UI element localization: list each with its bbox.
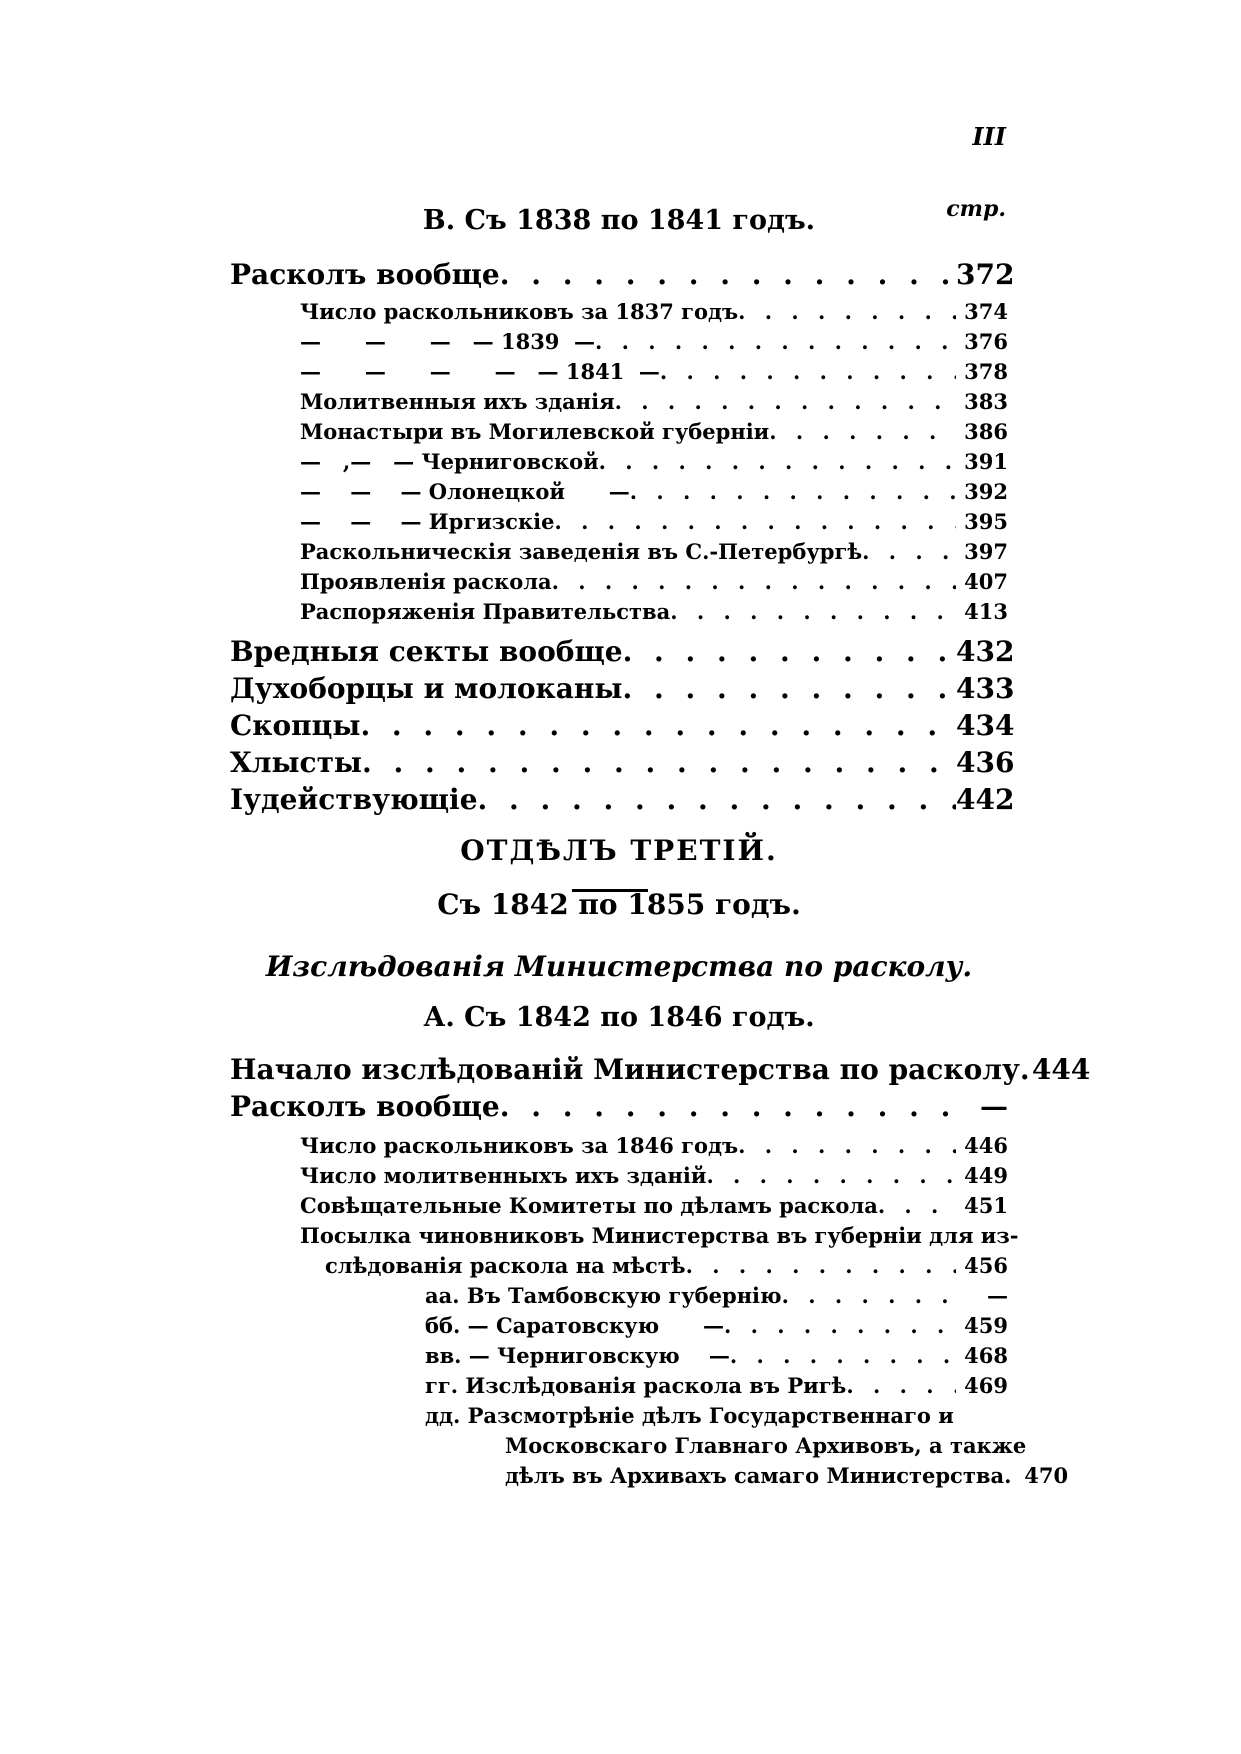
toc-entry-title: Начало изслѣдованій Министерства по расколу [230, 1053, 1020, 1086]
toc-entry [230, 1253, 1008, 1283]
page-number: III [972, 122, 1006, 151]
toc-entry-page: 459 [964, 1313, 1008, 1338]
dot-leader [1020, 1053, 1032, 1086]
dot-leader [862, 539, 956, 564]
toc-entry-title: Число раскольниковъ за 1837 годъ [300, 299, 739, 324]
section-v-heading: В. Съ 1838 по 1841 годъ. [422, 205, 816, 236]
dot-leader [623, 635, 956, 668]
toc-entry-page: 376 [964, 329, 1008, 354]
dot-leader [622, 672, 956, 705]
dot-leader [738, 299, 956, 324]
toc-entry-page: 433 [956, 672, 1015, 705]
dot-leader [599, 449, 956, 474]
toc-entry [230, 1090, 1008, 1127]
toc-entry-page: — [987, 1283, 1008, 1308]
toc-entry-page: 374 [964, 299, 1008, 324]
toc-entry [230, 1283, 1008, 1313]
toc-entry [230, 419, 1008, 449]
toc-entry-title: — — — — — 1841 — [300, 359, 660, 384]
toc-entry-page: 442 [956, 783, 1015, 816]
toc-entry [230, 783, 1015, 820]
dot-leader [724, 1313, 956, 1338]
dot-leader [878, 1193, 956, 1218]
section-a-toc [230, 1053, 1091, 1493]
toc-entry-title: — ,— — Черниговской [300, 449, 599, 474]
toc-entry [230, 635, 1015, 672]
toc-entry-title: Хлысты [230, 746, 363, 779]
toc-entry [230, 1313, 1008, 1343]
toc-entry-title: Число молитвенныхъ ихъ зданій [300, 1163, 707, 1188]
toc-entry [230, 359, 1008, 389]
dot-leader [782, 1283, 956, 1308]
toc-entry [230, 672, 1015, 709]
toc-entry-title: Число раскольниковъ за 1846 годъ [300, 1133, 739, 1158]
toc-entry [230, 258, 1015, 295]
toc-entry-page: 383 [964, 389, 1008, 414]
toc-entry [230, 709, 1015, 746]
dot-leader [1004, 1463, 1016, 1488]
toc-entry-title: дѣлъ въ Архивахъ самаго Министерства [505, 1463, 1005, 1488]
dot-leader [686, 1253, 956, 1278]
dot-leader [738, 1133, 956, 1158]
part-three-subtitle-wrap [230, 950, 1008, 983]
toc-entry-page: 397 [964, 539, 1008, 564]
toc-entry [230, 389, 1008, 419]
toc-entry-page: 449 [964, 1163, 1008, 1188]
toc-entry-page: 468 [964, 1343, 1008, 1368]
toc-entry-title: Монастыри въ Могилевской губерніи [300, 419, 770, 444]
section-v-heading-wrap [230, 205, 1008, 236]
toc-entry-page: 446 [964, 1133, 1008, 1158]
part-three-subtitle: Изслѣдованія Министерства по расколу. [265, 950, 973, 983]
toc-entry [230, 746, 1015, 783]
dot-leader [730, 1343, 956, 1368]
toc-entry [230, 1133, 1008, 1163]
section-a-heading: А. Съ 1842 по 1846 годъ. [423, 1002, 815, 1033]
dot-leader [706, 1163, 956, 1188]
dot-leader [615, 389, 956, 414]
page-column-label: стр. [946, 196, 1006, 222]
dot-leader [595, 329, 956, 354]
toc-entry-page: 444 [1031, 1053, 1091, 1086]
dot-leader [660, 359, 956, 384]
toc-entry-title: бб. — Саратовскую — [425, 1313, 724, 1338]
toc-entry-page: 391 [964, 449, 1008, 474]
part-three-title-wrap [230, 834, 1008, 867]
toc-entry-line: Посылка чиновниковъ Министерства въ губерніи для из- [300, 1223, 1019, 1248]
toc-entry-line: Московскаго Главнаго Архивовъ, а также [505, 1433, 1027, 1458]
section-v-toc [230, 258, 1015, 820]
toc-entry-title: аа. Въ Тамбовскую губернію [425, 1283, 782, 1308]
toc-entry-title: Распоряженія Правительства [300, 599, 671, 624]
toc-entry-page: 451 [964, 1193, 1008, 1218]
toc-entry-title: слѣдованія раскола на мѣстѣ [325, 1253, 686, 1278]
toc-entry [230, 569, 1008, 599]
toc-entry-title: Вредныя секты вообще [230, 635, 623, 668]
toc-entry-title: — — — Иргизскіе [300, 509, 555, 534]
dot-leader [552, 569, 956, 594]
toc-entry-title: — — — — 1839 — [300, 329, 596, 354]
toc-entry-page: 432 [956, 635, 1015, 668]
part-three-years: Съ 1842 по 1855 годъ. [437, 888, 801, 921]
toc-entry [230, 299, 1008, 329]
dot-leader [500, 258, 956, 291]
toc-entry-page: 434 [956, 709, 1015, 742]
toc-entry [230, 1463, 1069, 1493]
toc-entry-title: Расколъ вообще [230, 1090, 500, 1123]
toc-entry-page: — [980, 1090, 1008, 1123]
dot-leader [478, 783, 956, 816]
toc-entry [230, 329, 1008, 359]
toc-entry [230, 1163, 1008, 1193]
dot-leader [769, 419, 956, 444]
dot-leader [846, 1373, 956, 1398]
part-three-years-wrap [230, 888, 1008, 921]
toc-entry [230, 1053, 1091, 1090]
toc-entry-title: Духоборцы и молоканы [230, 672, 623, 705]
toc-entry-page: 395 [964, 509, 1008, 534]
toc-entry [230, 599, 1008, 629]
section-a-heading-wrap [230, 1002, 1008, 1033]
toc-entry-title: Расколъ вообще [230, 258, 500, 291]
toc-entry-page: 386 [964, 419, 1008, 444]
toc-entry-page: 470 [1024, 1463, 1069, 1488]
toc-entry-title: Совѣщательные Комитеты по дѣламъ раскола [300, 1193, 878, 1218]
dot-leader [670, 599, 956, 624]
toc-entry [230, 1343, 1008, 1373]
toc-entry [230, 479, 1008, 509]
toc-entry-title: — — — Олонецкой — [300, 479, 630, 504]
toc-entry [230, 449, 1008, 479]
dot-leader [500, 1090, 956, 1123]
toc-entry-page: 456 [964, 1253, 1008, 1278]
dot-leader [554, 509, 956, 534]
part-three-title: ОТДѢЛЪ ТРЕТІЙ. [460, 834, 778, 867]
toc-entry-line: дд. Разсмотрѣніе дѣлъ Государственнаго и [425, 1403, 954, 1428]
toc-entry-page: 469 [964, 1373, 1008, 1398]
toc-entry-title: Скопцы [230, 709, 361, 742]
toc-entry [230, 1373, 1008, 1403]
toc-entry-title: Раскольническія заведенія въ С.-Петербургѣ [300, 539, 863, 564]
toc-entry [230, 539, 1008, 569]
toc-entry-page: 378 [964, 359, 1008, 384]
toc-entry-title: вв. — Черниговскую — [425, 1343, 730, 1368]
toc-entry-page: 392 [964, 479, 1008, 504]
dot-leader [360, 709, 956, 742]
toc-entry [230, 1193, 1008, 1223]
toc-entry [230, 509, 1008, 539]
dot-leader [362, 746, 956, 779]
toc-entry-page: 372 [956, 258, 1015, 291]
toc-entry-title: гг. Изслѣдованія раскола въ Ригѣ [425, 1373, 847, 1398]
toc-entry-title: Молитвенныя ихъ зданія [300, 389, 615, 414]
toc-entry-page: 407 [964, 569, 1008, 594]
toc-entry-page: 436 [956, 746, 1015, 779]
toc-entry-title: Іудействующіе [230, 783, 478, 816]
toc-entry-page: 413 [964, 599, 1008, 624]
dot-leader [630, 479, 956, 504]
toc-entry-title: Проявленія раскола [300, 569, 552, 594]
